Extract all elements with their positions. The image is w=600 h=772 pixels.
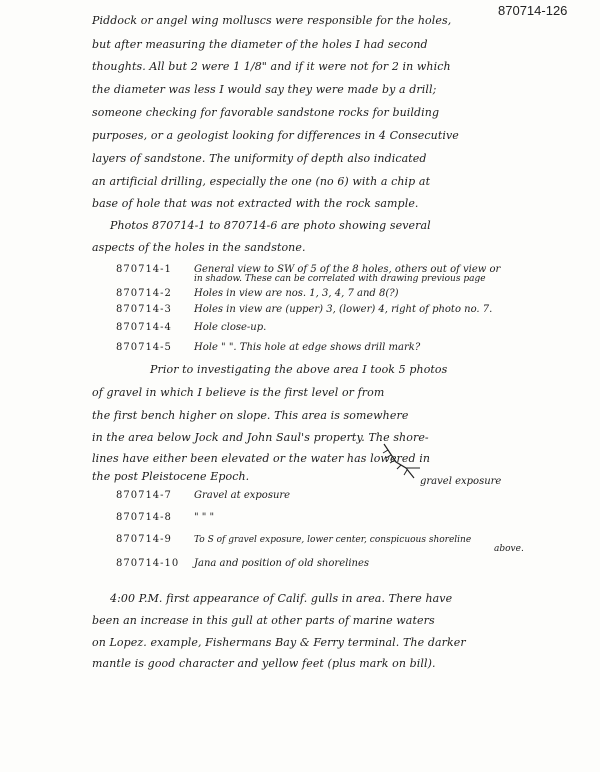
para2-line-1: Prior to investigating the above area I took 5 photos xyxy=(150,363,448,376)
para1-line-10: Photos 870714-1 to 870714-6 are photo showing several xyxy=(110,219,431,232)
photo-description: To S of gravel exposure, lower center, conspicuous shoreline xyxy=(194,535,472,545)
photo-description: Holes in view are nos. 1, 3, 4, 7 and 8(?) xyxy=(194,288,399,299)
photo-number: 870714-10 xyxy=(116,558,180,569)
para2-line-4: in the area below Jock and John Saul's property. The shore- xyxy=(92,431,429,444)
para3-line-4: mantle is good character and yellow feet (plus mark on bill). xyxy=(92,657,436,670)
photo-description: Jana and position of old shorelines xyxy=(194,558,370,569)
para2-line-2: of gravel in which I believe is the first level or from xyxy=(92,386,385,399)
photo-number: 870714-2 xyxy=(116,288,172,299)
para1-line-6: purposes, or a geologist looking for differences in 4 Consecutive xyxy=(92,129,459,142)
para3-line-1: 4:00 P.M. first appearance of Calif. gulls in area. There have xyxy=(110,592,453,605)
gravel-photo-entry xyxy=(116,490,290,502)
para1-line-4: the diameter was less I would say they were made by a drill; xyxy=(92,83,437,96)
para1-line-3: thoughts. All but 2 were 1 1/8" and if it were not for 2 in which xyxy=(92,60,451,73)
photo-description: Hole close-up. xyxy=(194,322,267,333)
photo-number: 870714-3 xyxy=(116,304,172,315)
para2-line-6: the post Pleistocene Epoch. xyxy=(92,470,250,483)
gravel-photo-entry xyxy=(116,558,369,570)
para2-line-5: lines have either been elevated or the water has lowered in xyxy=(92,452,431,465)
photo-description: Holes in view are (upper) 3, (lower) 4, right of photo no. 7. xyxy=(194,304,493,315)
para1-line-2: but after measuring the diameter of the holes I had second xyxy=(92,38,428,51)
photo-description: " " " xyxy=(194,512,215,523)
photo-description: Gravel at exposure xyxy=(194,490,291,501)
photo-number: 870714-1 xyxy=(116,264,172,275)
gravel-photo-entry xyxy=(116,512,214,524)
para1-line-9: base of hole that was not extracted with the rock sample. xyxy=(92,197,419,210)
photo-entry xyxy=(116,342,420,354)
para3-line-2: been an increase in this gull at other parts of marine waters xyxy=(92,614,435,627)
photo-entry xyxy=(116,304,492,316)
photo-entry xyxy=(116,288,399,300)
para3-line-3: on Lopez. example, Fishermans Bay & Ferry terminal. The darker xyxy=(92,636,466,649)
para1-line-8: an artificial drilling, especially the one (no 6) with a chip at xyxy=(92,175,431,188)
photo-description: Hole " ". This hole at edge shows drill mark? xyxy=(194,342,421,353)
photo-description: General view to SW of 5 of the 8 holes, others out of view or xyxy=(194,264,501,275)
photo-description-continued: above. xyxy=(494,544,524,554)
photo-number: 870714-5 xyxy=(116,342,172,353)
gravel-photo-entry xyxy=(116,534,471,546)
para1-line-1: Piddock or angel wing molluscs were responsible for the holes, xyxy=(92,14,452,27)
photo-number: 870714-4 xyxy=(116,322,172,333)
para1-line-5: someone checking for favorable sandstone rocks for building xyxy=(92,106,440,119)
photo-number: 870714-7 xyxy=(116,490,172,501)
para1-line-7: layers of sandstone. The uniformity of depth also indicated xyxy=(92,152,427,165)
photo-number: 870714-9 xyxy=(116,534,172,545)
photo-entry xyxy=(116,322,266,334)
para2-line-3: the first bench higher on slope. This area is somewhere xyxy=(92,409,409,422)
para1-line-11: aspects of the holes in the sandstone. xyxy=(92,241,306,254)
page-identifier: 870714-126 xyxy=(498,3,568,18)
photo-number: 870714-8 xyxy=(116,512,172,523)
sketch-label: gravel exposure xyxy=(420,476,502,487)
photo-description-continued: in shadow. These can be correlated with drawing previous page xyxy=(194,274,486,284)
